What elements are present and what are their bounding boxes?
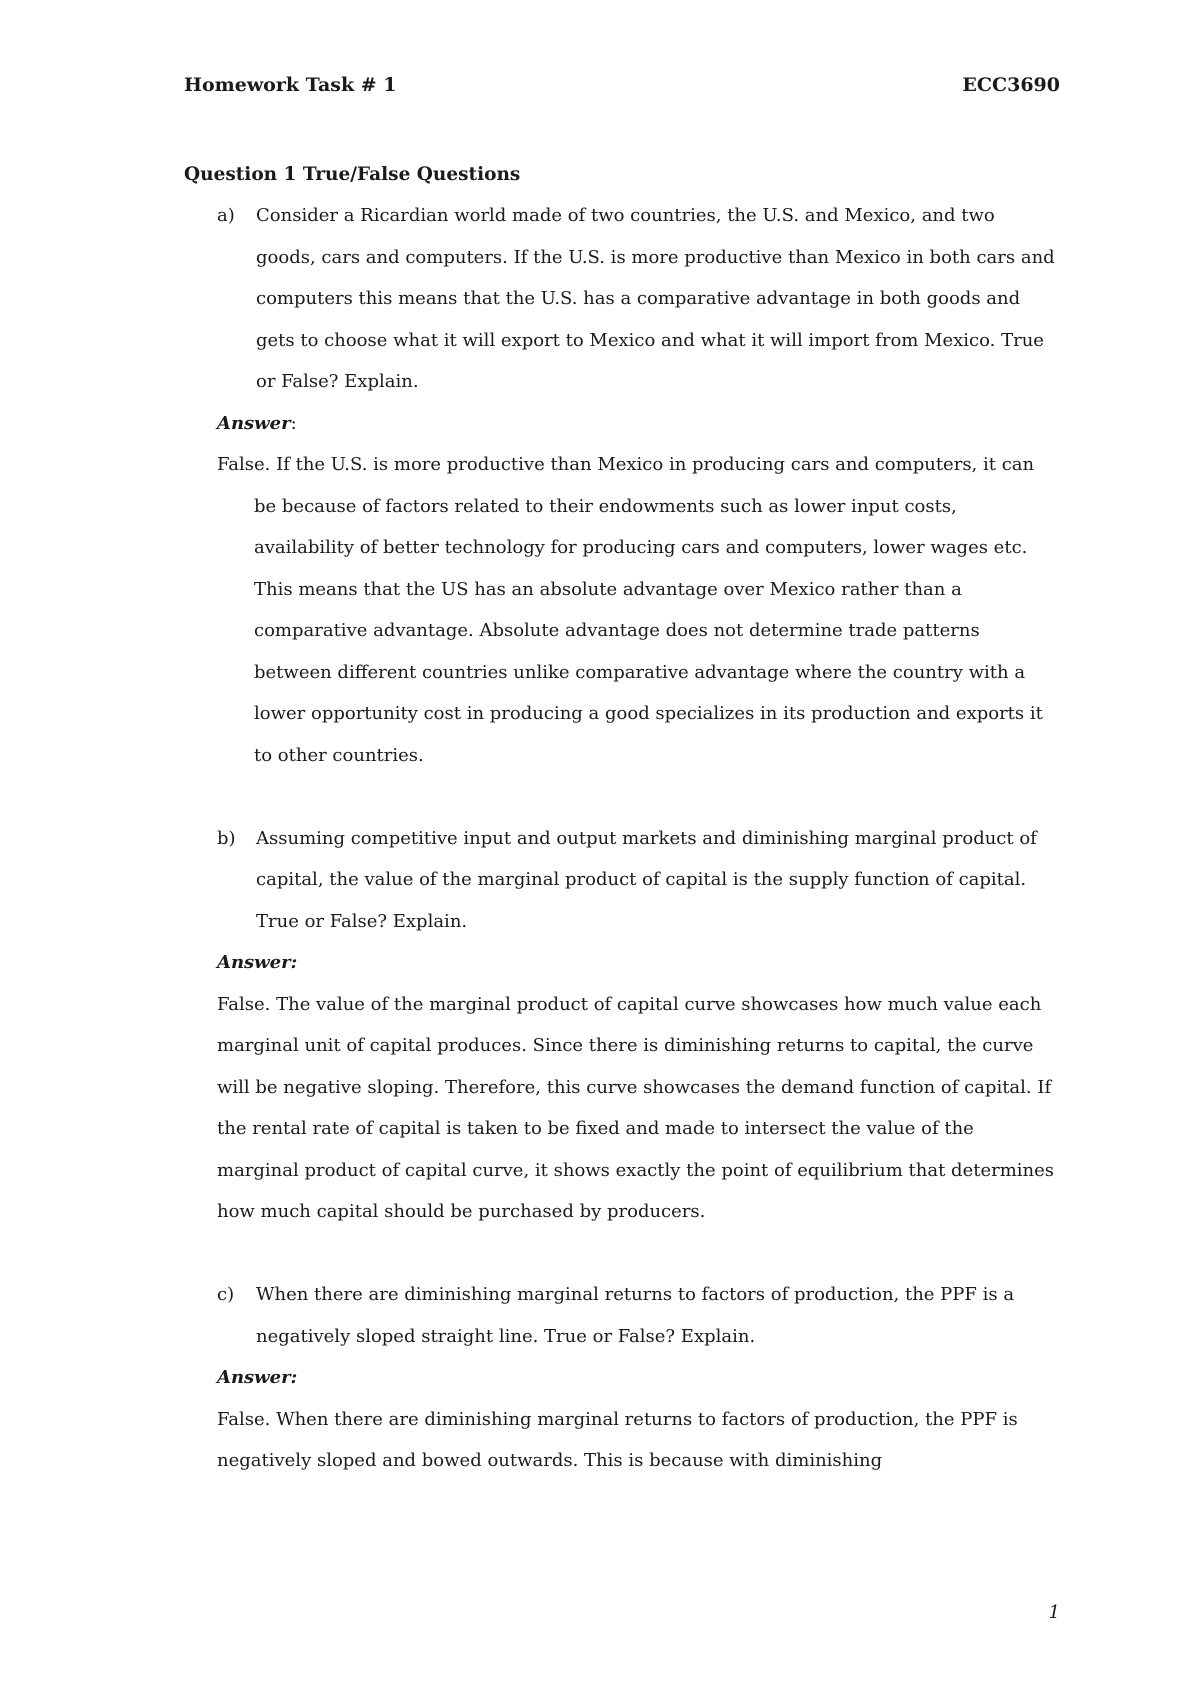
answer-a-label xyxy=(217,403,1060,445)
answer-a-colon: : xyxy=(290,412,297,434)
course-code: ECC3690 xyxy=(962,74,1060,96)
answer-c-label: Answer: xyxy=(217,1367,298,1388)
question-a-marker: a) xyxy=(217,205,235,226)
question-c-marker: c) xyxy=(217,1284,235,1305)
question-b xyxy=(184,818,1060,943)
question-a-text: Consider a Ricardian world made of two countries, the U.S. and Mexico, and two goods, cars and computers. If the U.S. is more productive than Mexico in both cars and computers this means that the U.S. has a comparative advantage in both goods and gets to choose what it will export to Mexico and what it will import from Mexico. True or False? Explain. xyxy=(256,205,1055,392)
page-content xyxy=(184,154,1060,1482)
header-title: Homework Task # 1 xyxy=(184,74,397,96)
question-c xyxy=(184,1274,1060,1357)
question-c-text: When there are diminishing marginal returns to factors of production, the PPF is a negatively sloped straight line. True or False? Explain. xyxy=(256,1284,1015,1347)
page-number: 1 xyxy=(1048,1602,1060,1623)
answer-b-label: Answer: xyxy=(217,952,298,973)
question-heading: Question 1 True/False Questions xyxy=(184,164,521,185)
page-header xyxy=(184,74,1060,106)
spacer xyxy=(184,776,1060,818)
question-b-marker: b) xyxy=(217,827,236,849)
answer-c-text: False. When there are diminishing marginal returns to factors of production, the PPF is negatively sloped and bowed outwards. This is because with diminishing xyxy=(217,1408,1018,1471)
question-b-text: Assuming competitive input and output markets and diminishing marginal product of capital, the value of the marginal product of capital is the supply function of capital. True or False? Explain. xyxy=(256,827,1037,932)
answer-a-text: False. If the U.S. is more productive than Mexico in producing cars and computers, it can be because of factors related to their endowments such as lower input costs, availability of better technology for producing cars and computers, lower wages etc. This means that the US has an absolute advantage over Mexico rather than a comparative advantage. Absolute advantage does not determine trade patterns between different countries unlike comparative advantage where the country with a lower opportunity cost in producing a good specializes in its production and exports it to other countries. xyxy=(217,454,1043,766)
answer-b-text: False. The value of the marginal product of capital curve showcases how much value each marginal unit of capital produces. Since there is diminishing returns to capital, the curve will be negative sloping. Therefore, this curve showcases the demand function of capital. If the rental rate of capital is taken to be fixed and made to intersect the value of the marginal product of capital curve, it shows exactly the point of equilibrium that determines how much capital should be purchased by producers. xyxy=(217,993,1055,1222)
answer-a-label-text: Answer xyxy=(217,412,291,434)
spacer xyxy=(184,1233,1060,1275)
question-a xyxy=(184,195,1060,403)
